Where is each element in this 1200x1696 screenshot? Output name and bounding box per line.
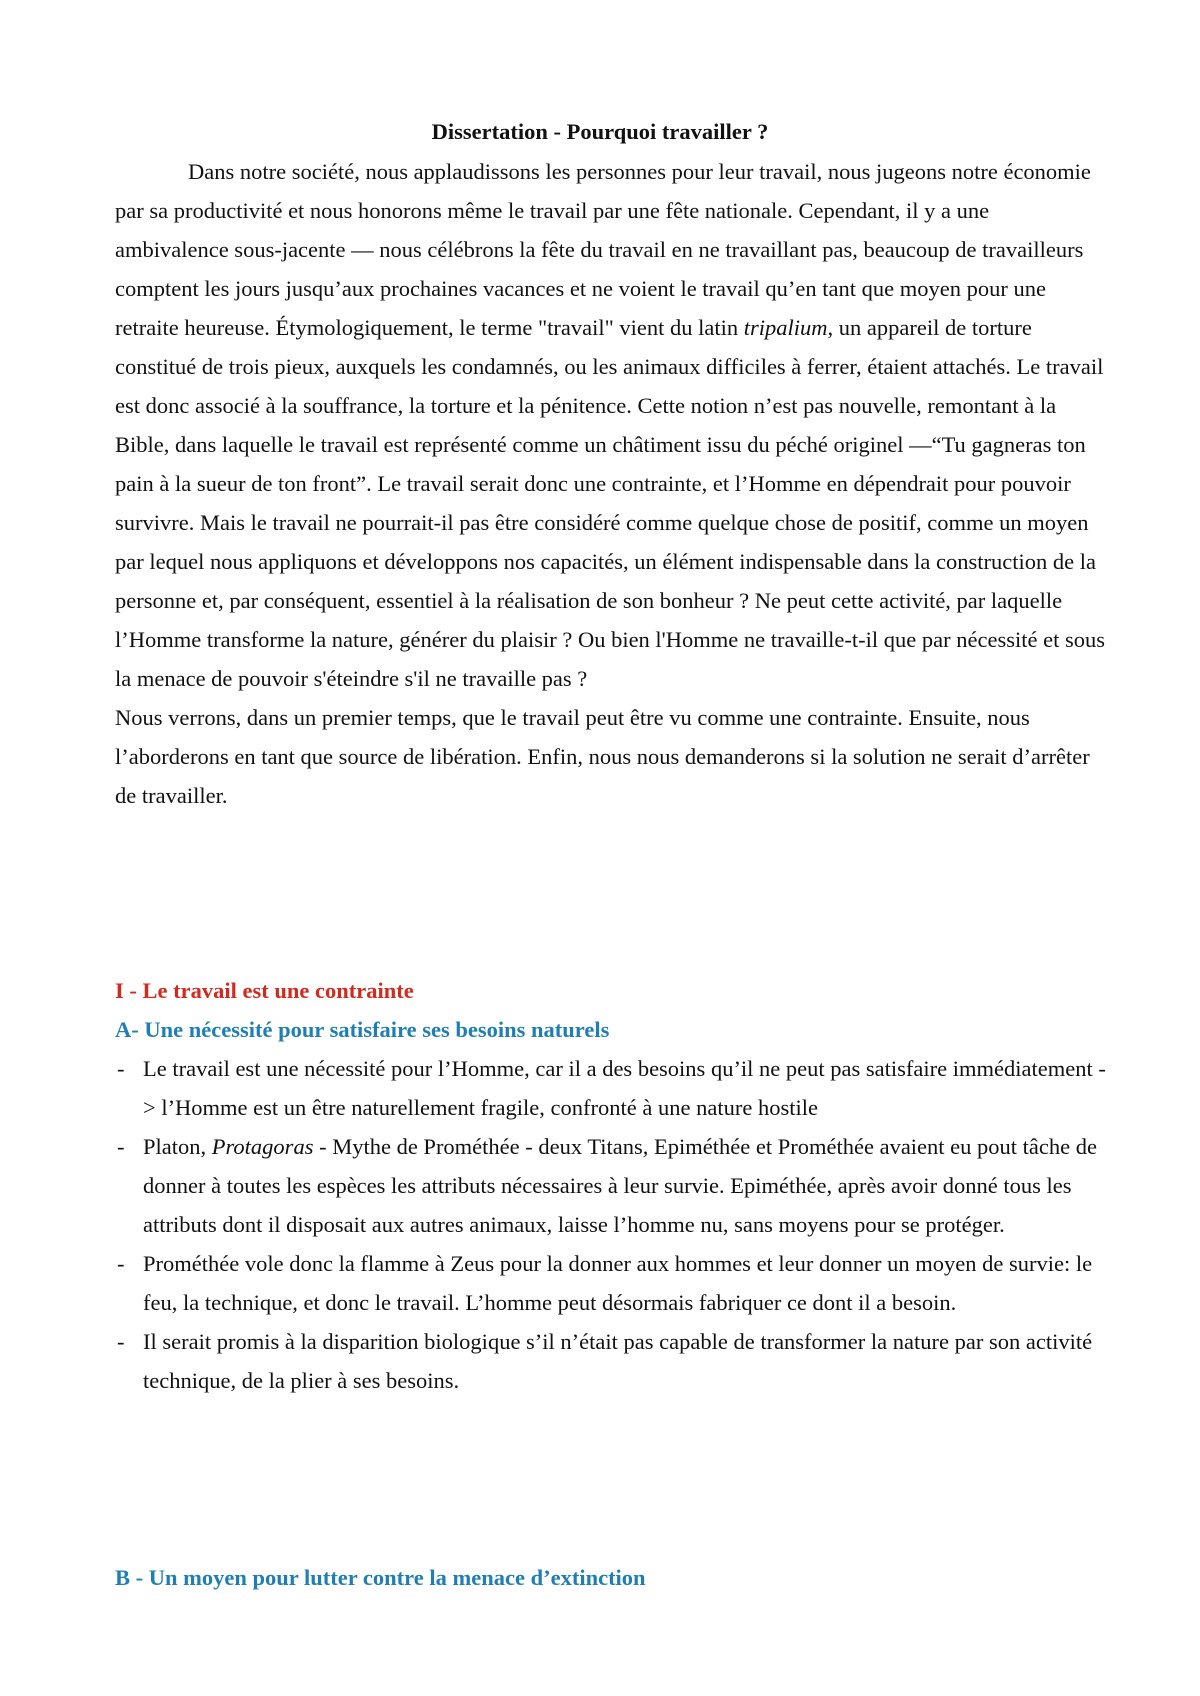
intro-latin-term: tripalium — [743, 315, 828, 340]
document-title: Dissertation - Pourquoi travailler ? — [431, 119, 769, 144]
list-item: - Il serait promis à la disparition biologique s’il n’était pas capable de transformer la nature par son activité technique, de la plier à ses besoins. — [115, 1322, 1115, 1400]
list-item: - Prométhée vole donc la flamme à Zeus pour la donner aux hommes et leur donner un moyen de survie: le feu, la technique, et donc le travail. L’homme peut désormais fabriquer ce dont il a besoin. — [115, 1244, 1115, 1322]
intro-paragraph — [115, 152, 1105, 698]
intro-text-part-2: , un appareil de torture constitué de trois pieux, auxquels les condamnés, ou les animaux difficiles à ferrer, étaient attachés. Le travail est donc associé à la souffrance, la torture et la pénitence. Cette notion n’est pas nouvelle, remontant à la Bible, dans laquelle le travail est représenté comme un châtiment issu du péché originel —“Tu gagneras ton pain à la sueur de ton front”. Le travail serait donc une contrainte, et l’Homme en dépendrait pour pouvoir survivre. Mais le travail ne pourrait-il pas être considéré comme quelque chose de positif, comme un moyen par lequel nous appliquons et développons nos capacités, un élément indispensable dans la construction de la personne et, par conséquent, essentiel à la réalisation de son bonheur ? Ne peut cette activité, par laquelle l’Homme transforme la nature, générer du plaisir ? Ou bien l'Homme ne travaille-t-il que par nécessité et sous la menace de pouvoir s'éteindre s'il ne travaille pas ? — [115, 315, 1105, 691]
list-item — [115, 1127, 1115, 1244]
list-item-text-part-2: - Mythe de Prométhée - deux Titans, Epiméthée et Prométhée avaient eu pout tâche de donner à toutes les espèces les attributs nécessaires à leur survie. Epiméthée, après avoir donné tous les attributs dont il disposait aux autres animaux, laisse l’homme nu, sans moyens pour se protéger. — [143, 1134, 1097, 1237]
bullet-list — [115, 1049, 1115, 1400]
list-item: - Le travail est une nécessité pour l’Homme, car il a des besoins qu’il ne peut pas satisfaire immédiatement -> l’Homme est un être naturellement fragile, confronté à une nature hostile — [115, 1049, 1115, 1127]
introduction — [115, 152, 1105, 815]
list-item-text-part-1: Platon, — [143, 1134, 212, 1159]
intro-text-part-1: Dans notre société, nous applaudissons les personnes pour leur travail, nous jugeons notre économie par sa productivité et nous honorons même le travail par une fête nationale. Cependant, il y a une ambivalence sous-jacente — nous célébrons la fête du travail en ne travaillant pas, beaucoup de travailleurs comptent les jours jusqu’aux prochaines vacances et ne voient le travail qu’en tant que moyen pour une retraite heureuse. Étymologiquement, le terme "travail" vient du latin — [115, 159, 1091, 340]
work-title: Protagoras — [211, 1134, 314, 1159]
subsection-heading-b: B - Un moyen pour lutter contre la menace d’extinction — [115, 1565, 646, 1590]
section-heading-1: I - Le travail est une contrainte — [115, 978, 414, 1003]
plan-paragraph: Nous verrons, dans un premier temps, que le travail peut être vu comme une contrainte. Ensuite, nous l’aborderons en tant que source de libération. Enfin, nous nous demanderons si la solution ne serait d’arrêter de travailler. — [115, 705, 1090, 808]
subsection-heading-a: A- Une nécessité pour satisfaire ses besoins naturels — [115, 1017, 610, 1042]
